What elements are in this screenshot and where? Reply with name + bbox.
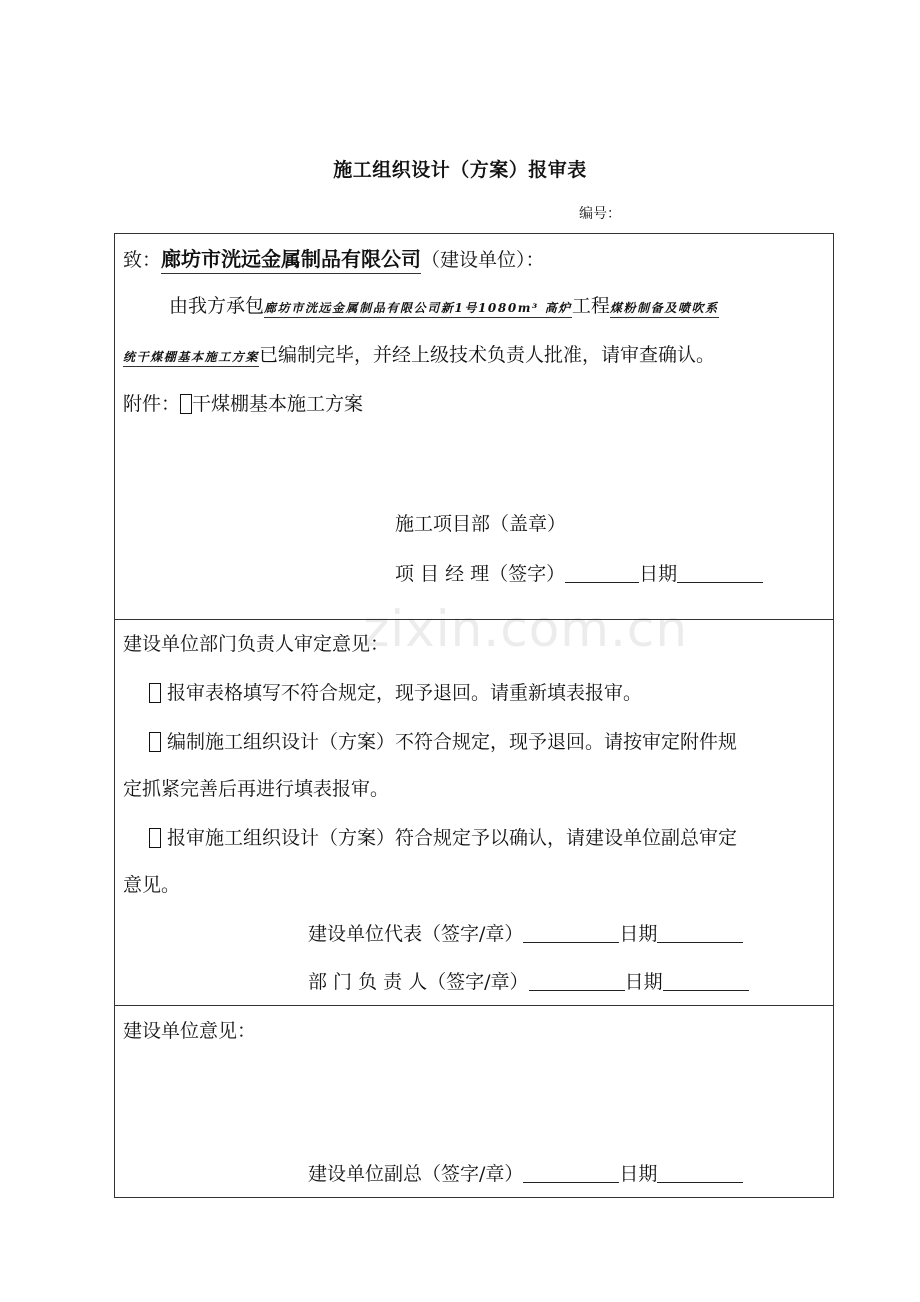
- vp-label: 建设单位副总（签字/章）: [308, 1163, 524, 1185]
- option-3: [149, 828, 737, 848]
- dept-review-header: 建设单位部门负责人审定意见：: [123, 633, 390, 655]
- divider-2: [115, 1005, 833, 1006]
- approval-text: 已编制完毕，并经上级技术负责人批准，请审查确认。: [259, 344, 716, 366]
- owner-opinion-header: 建设单位意见：: [123, 1020, 257, 1042]
- divider-1: [115, 619, 833, 620]
- attachment-line: [123, 394, 363, 414]
- option-2-checkbox[interactable]: [149, 732, 161, 752]
- attachment-item: 干煤棚基本施工方案: [192, 393, 364, 415]
- vp-signature-line: [308, 1164, 743, 1184]
- to-label: 致：: [123, 249, 162, 271]
- manager-signature-line: [395, 564, 763, 584]
- dept-head-label: 部 门 负 责 人（签字/章）: [308, 971, 529, 993]
- option-1: [149, 683, 642, 703]
- option-2-text-line2: 定抓紧完善后再进行填表报审。: [123, 778, 390, 800]
- manager-signature-field[interactable]: [565, 564, 639, 583]
- form-table: [114, 233, 834, 1198]
- dept-head-signature-field[interactable]: [529, 972, 625, 991]
- option-1-text: 报审表格填写不符合规定，现予退回。请重新填表报审。: [167, 682, 643, 704]
- vp-date-field[interactable]: [657, 1164, 743, 1183]
- addressee-line: [123, 249, 545, 270]
- manager-label: 项 目 经 理（签字）: [395, 563, 566, 585]
- company-suffix: （建设单位）：: [421, 249, 545, 271]
- project-name: 廊坊市洸远金属制品有限公司新1号1080m³ 高炉: [264, 301, 572, 318]
- rep-label: 建设单位代表（签字/章）: [308, 923, 524, 945]
- form-title: 施工组织设计（方案）报审表: [333, 159, 587, 181]
- option-2: [149, 732, 737, 752]
- rep-signature-line: [308, 924, 743, 944]
- project-suffix: 工程: [571, 295, 610, 317]
- option-1-checkbox[interactable]: [149, 683, 161, 703]
- manager-date-field[interactable]: [677, 564, 763, 583]
- option-3-checkbox[interactable]: [149, 828, 161, 848]
- dept-head-date-field[interactable]: [663, 972, 749, 991]
- work-name-part2: 统干煤棚基本施工方案: [123, 350, 259, 367]
- attachment-checkbox[interactable]: [180, 394, 192, 414]
- rep-signature-field[interactable]: [523, 924, 619, 943]
- rep-date-field[interactable]: [657, 924, 743, 943]
- watermark: zixin.com.cn: [363, 600, 689, 658]
- vp-date-label: 日期: [619, 1163, 658, 1185]
- work-name-part1: 煤粉制备及喷吹系: [610, 301, 719, 318]
- option-3-text-line1: 报审施工组织设计（方案）符合规定予以确认，请建设单位副总审定: [167, 827, 738, 849]
- option-2-text-line1: 编制施工组织设计（方案）不符合规定，现予退回。请按审定附件规: [167, 731, 738, 753]
- attachment-label: 附件：: [123, 393, 181, 415]
- vp-signature-field[interactable]: [523, 1164, 619, 1183]
- company-name: 廊坊市洸远金属制品有限公司: [161, 247, 421, 274]
- contract-line-1: [169, 297, 719, 316]
- dept-head-signature-line: [308, 972, 749, 992]
- document-number-label: 编号：: [579, 206, 621, 222]
- contract-prefix: 由我方承包: [169, 295, 265, 317]
- dept-stamp: 施工项目部（盖章）: [395, 513, 567, 535]
- dept-head-date-label: 日期: [624, 971, 663, 993]
- contract-line-2: [123, 346, 715, 365]
- manager-date-label: 日期: [639, 563, 678, 585]
- rep-date-label: 日期: [619, 923, 658, 945]
- option-3-text-line2: 意见。: [123, 874, 181, 896]
